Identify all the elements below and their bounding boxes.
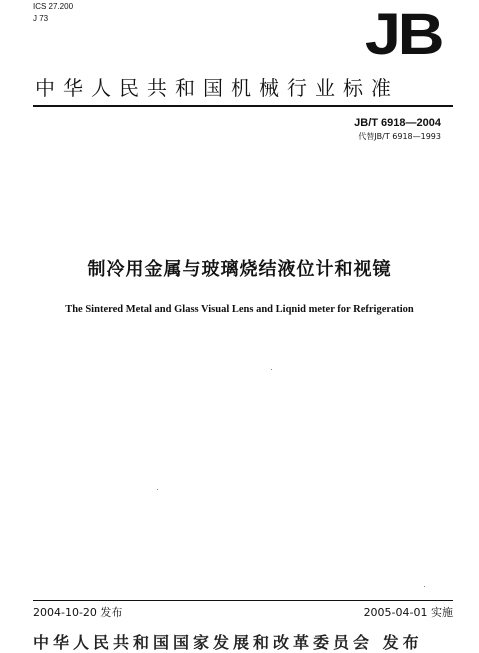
jb-logo: JB [364,2,441,67]
scan-speck [424,586,425,587]
ics-number: ICS 27.200 [33,2,74,11]
issue-date: 2004-10-20 发布 [33,606,123,619]
standard-category-title: 中华人民共和国机械行业标准 [35,76,399,100]
document-title-english: The Sintered Metal and Glass Visual Lens and Liqnid meter for Refrigeration [65,304,414,315]
ccs-number: J 73 [33,14,49,23]
scan-speck [271,369,272,370]
replaces-standard: 代替JB/T 6918—1993 [358,132,441,141]
implementation-date: 2005-04-01 实施 [363,606,453,619]
document-title-chinese: 制冷用金属与玻璃烧结液位计和视镜 [87,259,392,280]
footer-rule [33,600,453,601]
standard-code: JB/T 6918—2004 [354,117,441,129]
publisher: 中华人民共和国国家发展和改革委员会 发布 [33,633,423,652]
header-rule [33,105,453,107]
scan-speck [157,489,158,490]
